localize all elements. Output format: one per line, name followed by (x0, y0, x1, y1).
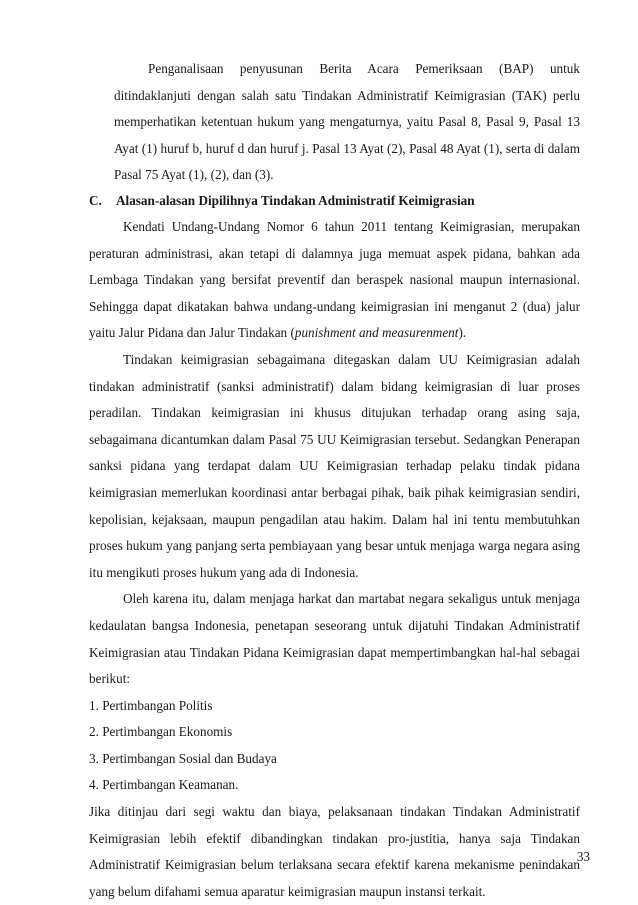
paragraph-1-text: Kendati Undang-Undang Nomor 6 tahun 2011 tentang Keimigrasian, merupakan peraturan administrasi, akan tetapi di dalamnya juga memuat aspek pidana, bahkan ada Lembaga Tindakan yang bersifat preventif dan beraspek nasional maupun internasional. Sehingga dapat dikatakan bahwa undang-undang keimigrasian ini menganut 2 (dua) jalur yaitu Jalur Pidana dan Jalur Tindakan ( (89, 219, 580, 341)
list-item: 4. Pertimbangan Keamanan. (89, 777, 239, 793)
considerations-list (89, 693, 580, 799)
paragraph-1 (89, 214, 580, 347)
paragraph-3: Oleh karena itu, dalam menjaga harkat dan martabat negara sekaligus untuk menjaga kedaulatan bangsa Indonesia, penetapan seseorang untuk dijatuhi Tindakan Administratif Keimigrasian atau Tindakan Pidana Keimigrasian dapat mempertimbangkan hal-hal sebagai berikut: (89, 591, 580, 687)
page-number: 33 (576, 849, 590, 864)
list-item: 1. Pertimbangan Politis (89, 697, 213, 713)
paragraph-1-end: ). (458, 325, 467, 341)
paragraph-1-italic: punishment and measurenment (294, 325, 459, 341)
paragraph-2: Tindakan keimigrasian sebagaimana ditegaskan dalam UU Keimigrasian adalah tindakan administratif (sanksi administratif) dalam bidang keimigrasian di luar proses peradilan. Tindakan keimigrasian ini khusus ditujukan terhadap orang asing saja, sebagaimana dicantumkan dalam Pasal 75 UU Keimigrasian tersebut. Sedangkan Penerapan sanksi pidana yang terdapat dalam UU Keimigrasian terhadap pelaku tindak pidana keimigrasian memerlukan koordinasi antar berbagai pihak, baik pihak keimigrasian sendiri, kepolisian, kejaksaan, maupun pengadilan atau hakim. Dalam hal ini tentu membutuhkan proses hukum yang panjang serta pembiayaan yang besar untuk menjaga warga negara asing itu mengikuti proses hukum yang ada di Indonesia. (89, 351, 580, 580)
intro-paragraph: Penganalisaan penyusunan Berita Acara Pemeriksaan (BAP) untuk ditindaklanjuti dengan salah satu Tindakan Administratif Keimigrasian (TAK) perlu memperhatikan ketentuan hukum yang mengaturnya, yaitu Pasal 8, Pasal 9, Pasal 13 Ayat (1) huruf b, huruf d dan huruf j. Pasal 13 Ayat (2), Pasal 48 Ayat (1), serta di dalam Pasal 75 Ayat (1), (2), dan (3). (114, 61, 580, 183)
paragraph-4: Jika ditinjau dari segi waktu dan biaya, pelaksanaan tindakan Tindakan Administratif Keimigrasian lebih efektif dibandingkan tindakan pro-justitia, hanya saja Tindakan Administratif Keimigrasian belum terlaksana secara efektif karena mekanisme penindakan yang belum difahami semua aparatur keimigrasian maupun instansi terkait. (89, 804, 580, 899)
section-heading (89, 188, 580, 214)
section-letter: C. (89, 193, 102, 208)
list-item: 2. Pertimbangan Ekonomis (89, 724, 233, 740)
intro-paragraph-block (114, 56, 580, 189)
list-item: 3. Pertimbangan Sosial dan Budaya (89, 750, 277, 766)
section-body (89, 214, 580, 905)
section-title: Alasan-alasan Dipilihnya Tindakan Administratif Keimigrasian (116, 193, 475, 208)
